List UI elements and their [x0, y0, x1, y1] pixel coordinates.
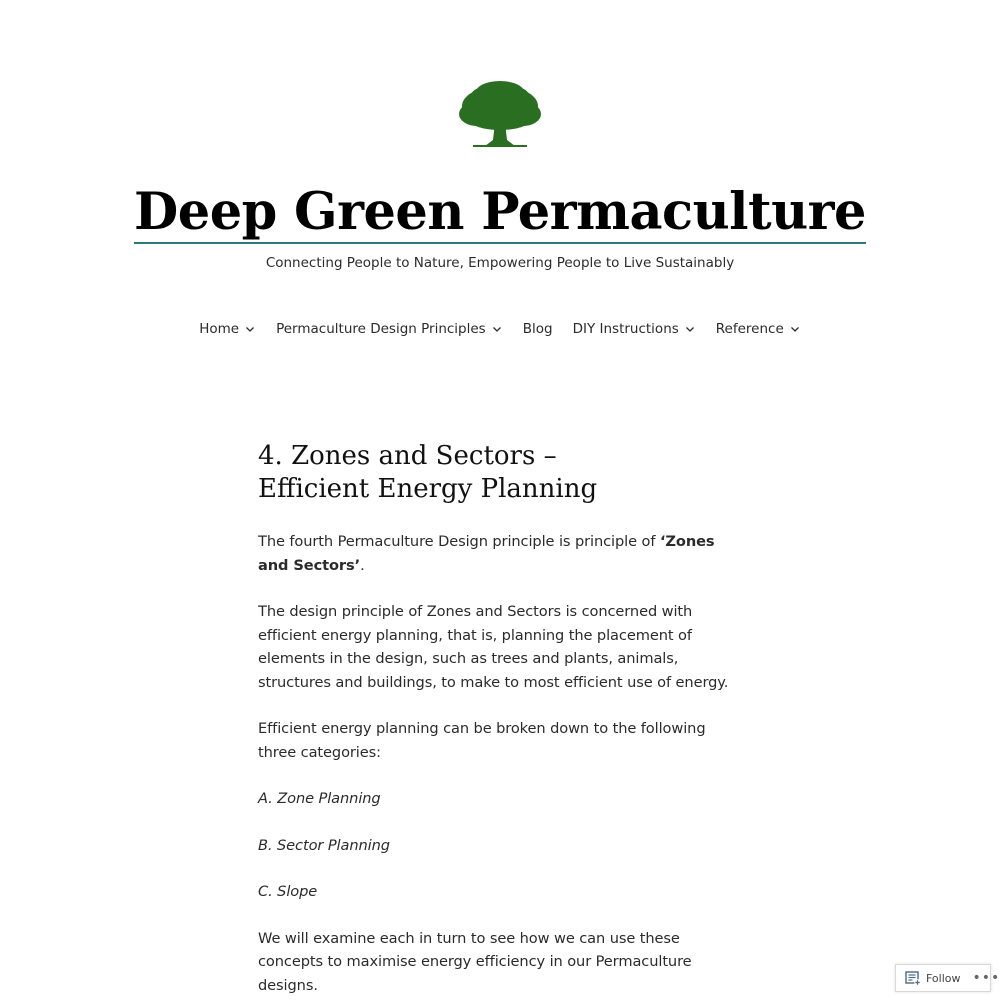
site-tagline: Connecting People to Nature, Empowering People to Live Sustainably — [265, 255, 735, 271]
nav-item-diy-instructions[interactable] — [573, 319, 696, 339]
nav-item-label: DIY Instructions — [572, 321, 679, 337]
chevron-down-icon — [491, 323, 503, 335]
nav-item-home[interactable] — [199, 319, 256, 339]
follow-widget — [895, 964, 1000, 992]
list-item — [258, 880, 748, 904]
follow-label: Follow — [926, 971, 961, 985]
nav-item-label: Reference — [715, 321, 784, 337]
paragraph-text: . — [360, 556, 365, 574]
italic-text: A. Zone Planning — [258, 790, 381, 807]
chevron-down-icon — [789, 323, 801, 335]
italic-text: C. Slope — [258, 883, 318, 900]
nav-item-permaculture-design-principles[interactable] — [276, 319, 503, 339]
site-title-link[interactable]: Deep Green Permaculture — [134, 182, 866, 242]
main-navigation — [0, 319, 1000, 339]
chevron-down-icon — [684, 323, 696, 335]
article — [258, 440, 748, 997]
post-content — [258, 530, 748, 997]
follow-button[interactable] — [896, 970, 961, 986]
post-title: 4. Zones and Sectors – Efficient Energy Planning — [258, 441, 598, 504]
paragraph: Efficient energy planning can be broken down to the following three categories: — [258, 720, 706, 761]
nav-item-label: Permaculture Design Principles — [276, 321, 486, 337]
paragraph: The design principle of Zones and Sectors is concerned with efficient energy planning, that is, planning the placement of elements in the design, such as trees and plants, animals, structures and buildings, to make to most efficient use of energy. — [258, 603, 729, 691]
site-title — [0, 178, 1000, 246]
tree-icon[interactable] — [455, 80, 545, 148]
paragraph: We will examine each in turn to see how we can use these concepts to maximise energy efficiency in our Permaculture designs. — [258, 929, 692, 994]
nav-item-blog[interactable] — [523, 319, 553, 339]
italic-text: B. Sector Planning — [258, 836, 390, 854]
chevron-down-icon — [244, 323, 256, 335]
list-item — [258, 834, 748, 858]
bold-text: ‘Zones and Sectors’ — [258, 533, 715, 574]
nav-item-label: Home — [199, 321, 240, 337]
paragraph-text: The fourth Permaculture Design principle is principle of — [258, 533, 660, 550]
reader-follow-icon — [905, 970, 921, 986]
list-item — [258, 787, 748, 811]
nav-item-reference[interactable] — [716, 319, 801, 339]
ellipsis-icon[interactable]: ••• — [972, 970, 1000, 986]
nav-item-label: Blog — [522, 321, 553, 337]
paragraph — [258, 530, 748, 577]
